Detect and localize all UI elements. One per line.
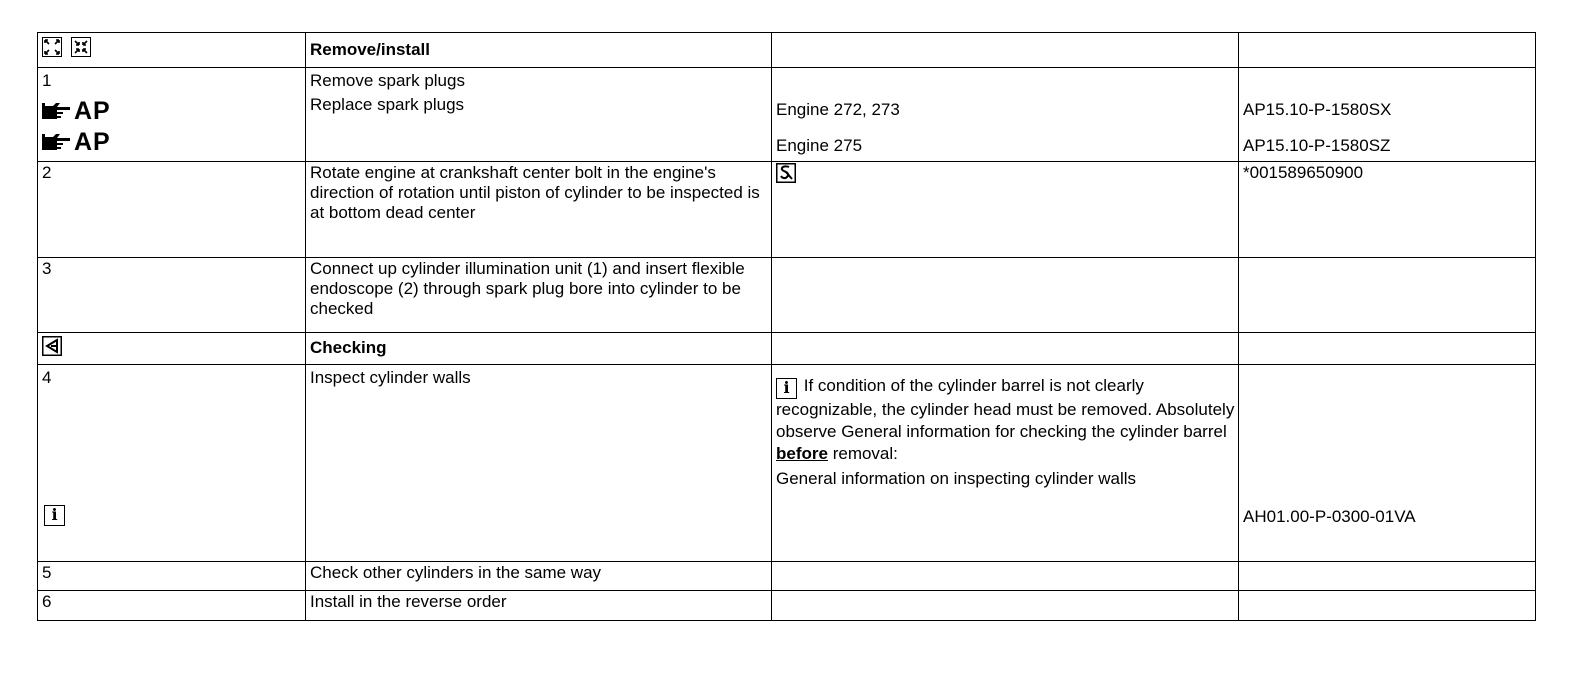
- install-icon: [71, 37, 91, 62]
- step-number: 5: [38, 562, 306, 591]
- step-number: 4: [42, 368, 52, 387]
- step-cell: [38, 68, 306, 162]
- tool-cell: [772, 162, 1239, 258]
- action-text: Replace spark plugs: [310, 95, 465, 114]
- ap-reference[interactable]: [42, 128, 302, 156]
- pointing-hand-icon: [42, 133, 72, 151]
- doc-link[interactable]: AP15.10-P-1580SZ: [1243, 136, 1391, 155]
- note-text: Engine 275: [776, 136, 863, 155]
- empty-cell: [772, 562, 1239, 591]
- table-row-step-6: [38, 591, 1536, 621]
- table-row-header: [38, 33, 1536, 68]
- empty-cell: [1239, 591, 1536, 621]
- info-note-emphasis: before: [776, 444, 828, 463]
- empty-cell: [1239, 33, 1536, 68]
- step-number: 2: [38, 162, 306, 258]
- reference-text: General information on inspecting cylinder walls: [776, 469, 1137, 488]
- doc-link[interactable]: AP15.10-P-1580SX: [1243, 100, 1392, 119]
- note-cell: [772, 365, 1239, 562]
- action-text: Install in the reverse order: [306, 591, 772, 621]
- action-text: Rotate engine at crankshaft center bolt in the engine's direction of rotation until piston of cylinder to be inspected is at bottom dead center: [306, 162, 772, 258]
- empty-cell: [1239, 333, 1536, 365]
- header-icons-cell: [38, 33, 306, 68]
- info-note-text: If condition of the cylinder barrel is not clearly recognizable, the cylinder head must be removed. Absolutely observe General information for checking the cylinder barrel: [776, 376, 1235, 441]
- table-row-step-1: [38, 68, 1536, 162]
- section-title-checking: Checking: [306, 333, 772, 365]
- info-icon[interactable]: i: [44, 505, 65, 526]
- ap-label: AP: [74, 96, 111, 125]
- doc-cell: [1239, 365, 1536, 562]
- table-row-section-checking: [38, 333, 1536, 365]
- action-cell: [306, 365, 772, 562]
- info-icon: i: [776, 378, 797, 399]
- step-number: 3: [38, 258, 306, 333]
- tool-number[interactable]: *001589650900: [1239, 162, 1536, 258]
- empty-cell: [772, 591, 1239, 621]
- action-text: Connect up cylinder illumination unit (1) and insert flexible endoscope (2) through spark plug bore into cylinder to be checked: [306, 258, 772, 333]
- doc-link[interactable]: AH01.00-P-0300-01VA: [1243, 507, 1416, 526]
- checking-icon: [42, 336, 62, 361]
- empty-cell: [772, 333, 1239, 365]
- empty-cell: [1239, 258, 1536, 333]
- step-number: 6: [38, 591, 306, 621]
- ap-reference[interactable]: [42, 93, 302, 128]
- note-text: Engine 272, 273: [776, 100, 900, 119]
- empty-cell: [772, 258, 1239, 333]
- empty-cell: [772, 33, 1239, 68]
- action-cell: [306, 68, 772, 162]
- action-text: Remove spark plugs: [310, 71, 465, 90]
- info-note: [776, 375, 1235, 465]
- section-title-remove-install: Remove/install: [306, 33, 772, 68]
- table-row-step-3: [38, 258, 1536, 333]
- table-row-step-5: [38, 562, 1536, 591]
- action-text: Check other cylinders in the same way: [306, 562, 772, 591]
- remove-icon: [42, 37, 62, 62]
- table-row-step-2: [38, 162, 1536, 258]
- step-cell: [38, 365, 306, 562]
- table-row-step-4: [38, 365, 1536, 562]
- procedure-table: [37, 32, 1536, 621]
- action-text: Inspect cylinder walls: [310, 368, 471, 387]
- special-tool-icon[interactable]: [776, 163, 796, 188]
- step-number: 1: [42, 71, 52, 90]
- empty-cell: [1239, 562, 1536, 591]
- note-cell: [772, 68, 1239, 162]
- section-icon-cell: [38, 333, 306, 365]
- info-note-text-end: removal:: [832, 444, 898, 463]
- ap-label: AP: [74, 128, 111, 156]
- pointing-hand-icon: [42, 102, 72, 120]
- doc-cell: [1239, 68, 1536, 162]
